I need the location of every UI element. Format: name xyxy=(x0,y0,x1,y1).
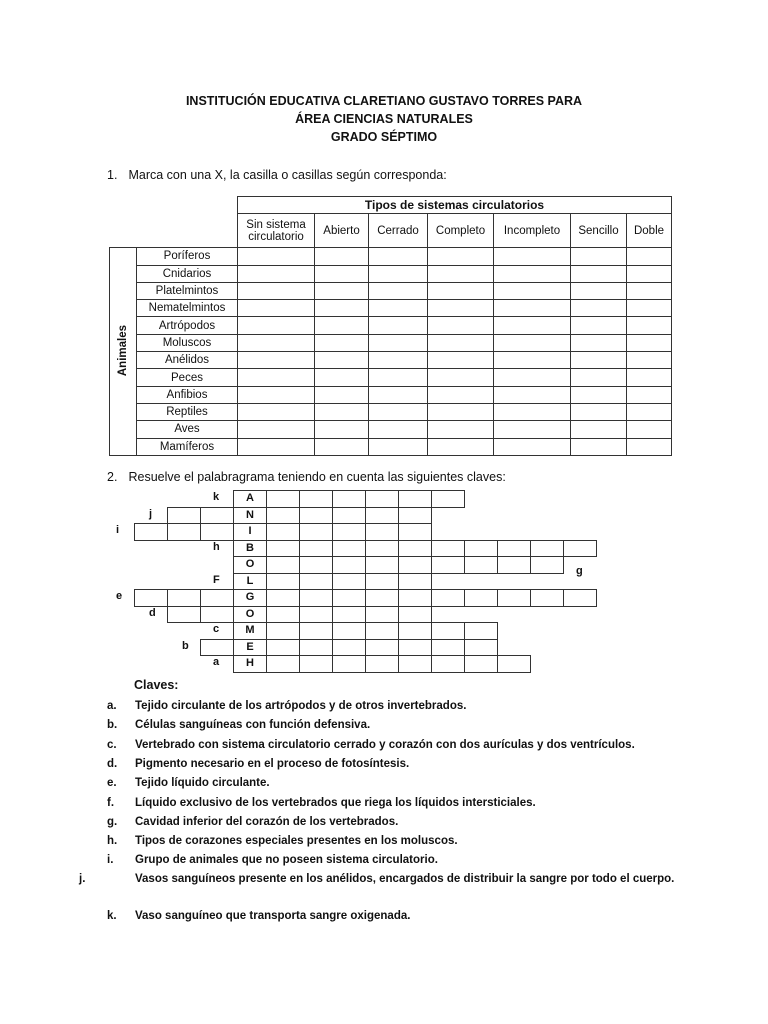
answer-cell[interactable] xyxy=(428,438,494,455)
puzzle-cell[interactable] xyxy=(332,622,366,640)
puzzle-row-label: e xyxy=(116,590,123,602)
answer-cell[interactable] xyxy=(238,403,315,420)
key-letter-cell[interactable]: O xyxy=(233,606,267,624)
answer-cell[interactable] xyxy=(627,421,672,438)
puzzle-cell[interactable] xyxy=(266,490,300,508)
puzzle-cell[interactable] xyxy=(266,507,300,525)
clue-letter: h. xyxy=(107,835,118,847)
answer-cell[interactable] xyxy=(428,421,494,438)
puzzle-cell[interactable] xyxy=(332,573,366,591)
puzzle-cell[interactable] xyxy=(266,523,300,541)
puzzle-cell[interactable] xyxy=(266,639,300,657)
answer-cell[interactable] xyxy=(494,300,571,317)
clue-text: Cavidad inferior del corazón de los vertebrados. xyxy=(135,816,399,828)
clue-item xyxy=(107,813,667,832)
answer-cell[interactable] xyxy=(494,265,571,282)
puzzle-cell[interactable] xyxy=(266,573,300,591)
row-group-label xyxy=(110,248,137,456)
answer-cell[interactable] xyxy=(315,300,369,317)
puzzle-row-label: b xyxy=(182,639,189,652)
clue-text: Vasos sanguíneos presente en los anélidos, encargados de distribuir la sangre por todo el cuerpo. xyxy=(135,873,675,885)
puzzle-cell[interactable] xyxy=(398,655,432,673)
key-letter-cell[interactable]: N xyxy=(233,507,267,525)
answer-cell[interactable] xyxy=(494,352,571,369)
puzzle-cell[interactable] xyxy=(266,556,300,574)
column-header: Cerrado xyxy=(369,214,428,248)
answer-cell[interactable] xyxy=(428,300,494,317)
question-2-number: 2. xyxy=(107,470,118,484)
answer-cell[interactable] xyxy=(369,317,428,334)
row-label: Cnidarios xyxy=(137,265,238,282)
answer-cell[interactable] xyxy=(627,265,672,282)
answer-cell[interactable] xyxy=(571,438,627,455)
puzzle-cell[interactable] xyxy=(365,573,399,591)
puzzle-cell[interactable] xyxy=(431,655,465,673)
puzzle-cell[interactable] xyxy=(398,606,432,624)
puzzle-cell[interactable] xyxy=(497,655,531,673)
clue-item xyxy=(107,851,667,870)
puzzle-cell[interactable] xyxy=(200,606,234,624)
question-1 xyxy=(107,168,447,182)
answer-cell[interactable] xyxy=(571,386,627,403)
answer-cell[interactable] xyxy=(315,265,369,282)
clue-text: Células sanguíneas con función defensiva. xyxy=(135,719,371,731)
puzzle-cell[interactable] xyxy=(332,606,366,624)
table-row xyxy=(110,438,672,455)
clue-item xyxy=(107,736,667,755)
answer-cell[interactable] xyxy=(494,386,571,403)
puzzle-cell[interactable] xyxy=(563,540,597,558)
puzzle-cell[interactable] xyxy=(299,655,333,673)
answer-cell[interactable] xyxy=(428,317,494,334)
table-row xyxy=(110,352,672,369)
answer-cell[interactable] xyxy=(369,369,428,386)
answer-cell[interactable] xyxy=(627,369,672,386)
puzzle-cell[interactable] xyxy=(497,589,531,607)
answer-cell[interactable] xyxy=(571,369,627,386)
answer-cell[interactable] xyxy=(428,352,494,369)
clue-letter: c. xyxy=(107,739,117,751)
answer-cell[interactable] xyxy=(238,317,315,334)
puzzle-cell[interactable] xyxy=(497,556,531,574)
key-letter-cell[interactable]: M xyxy=(233,622,267,640)
answer-cell[interactable] xyxy=(315,282,369,299)
table-row xyxy=(110,282,672,299)
puzzle-cell[interactable] xyxy=(332,490,366,508)
puzzle-cell[interactable] xyxy=(431,589,465,607)
row-label: Peces xyxy=(137,369,238,386)
clue-letter: f. xyxy=(107,797,115,809)
puzzle-row-label: i xyxy=(116,524,120,536)
answer-cell[interactable] xyxy=(315,438,369,455)
puzzle-cell[interactable] xyxy=(299,556,333,574)
answer-cell[interactable] xyxy=(627,403,672,420)
answer-cell[interactable] xyxy=(238,352,315,369)
row-label: Anélidos xyxy=(137,352,238,369)
table-row xyxy=(110,386,672,403)
answer-cell[interactable] xyxy=(494,403,571,420)
puzzle-cell[interactable] xyxy=(365,556,399,574)
key-letter-cell[interactable]: O xyxy=(233,556,267,574)
clue-item xyxy=(107,697,667,716)
key-letter-cell[interactable]: L xyxy=(233,573,267,591)
answer-cell[interactable] xyxy=(494,317,571,334)
clue-letter: j. xyxy=(79,873,86,885)
puzzle-cell[interactable] xyxy=(530,540,564,558)
answer-cell[interactable] xyxy=(369,352,428,369)
answer-cell[interactable] xyxy=(494,334,571,351)
puzzle-cell[interactable] xyxy=(167,606,201,624)
table-row xyxy=(110,265,672,282)
puzzle-cell[interactable] xyxy=(200,589,234,607)
table-row xyxy=(110,300,672,317)
answer-cell[interactable] xyxy=(494,438,571,455)
puzzle-cell[interactable] xyxy=(464,589,498,607)
puzzle-cell[interactable] xyxy=(332,523,366,541)
puzzle-cell[interactable] xyxy=(332,507,366,525)
clue-text: Vaso sanguíneo que transporta sangre oxigenada. xyxy=(135,910,411,922)
answer-cell[interactable] xyxy=(315,248,369,265)
row-label: Poríferos xyxy=(137,248,238,265)
clue-letter: e. xyxy=(107,777,117,789)
clue-letter: g. xyxy=(107,816,118,828)
answer-cell[interactable] xyxy=(369,421,428,438)
puzzle-cell[interactable] xyxy=(398,523,432,541)
answer-cell[interactable] xyxy=(315,352,369,369)
clue-text: Pigmento necesario en el proceso de fotosíntesis. xyxy=(135,758,410,770)
table-group-header: Tipos de sistemas circulatorios xyxy=(238,197,672,214)
puzzle-row-label-g: g xyxy=(576,565,583,577)
puzzle-cell[interactable] xyxy=(266,540,300,558)
clues-title: Claves: xyxy=(134,678,179,692)
answer-cell[interactable] xyxy=(238,265,315,282)
answer-cell[interactable] xyxy=(238,282,315,299)
row-label: Reptiles xyxy=(137,403,238,420)
puzzle-cell[interactable] xyxy=(332,655,366,673)
row-label: Artrópodos xyxy=(137,317,238,334)
answer-cell[interactable] xyxy=(627,300,672,317)
puzzle-cell[interactable] xyxy=(398,589,432,607)
puzzle-cell[interactable] xyxy=(398,556,432,574)
question-1-number: 1. xyxy=(107,168,118,182)
column-header: Doble xyxy=(627,214,672,248)
answer-cell[interactable] xyxy=(315,386,369,403)
answer-cell[interactable] xyxy=(369,265,428,282)
area-name: ÁREA CIENCIAS NATURALES xyxy=(295,112,473,126)
key-letter-cell[interactable]: G xyxy=(233,589,267,607)
puzzle-cell[interactable] xyxy=(299,606,333,624)
puzzle-row-label: a xyxy=(213,656,220,668)
puzzle-cell[interactable] xyxy=(332,556,366,574)
key-letter-cell[interactable]: B xyxy=(233,540,267,558)
clue-item xyxy=(107,716,667,735)
answer-cell[interactable] xyxy=(315,317,369,334)
answer-cell[interactable] xyxy=(571,352,627,369)
row-label: Nematelmintos xyxy=(137,300,238,317)
puzzle-cell[interactable] xyxy=(365,523,399,541)
table-row xyxy=(110,334,672,351)
puzzle-cell[interactable] xyxy=(464,556,498,574)
puzzle-cell[interactable] xyxy=(365,589,399,607)
puzzle-cell[interactable] xyxy=(167,507,201,525)
clue-item xyxy=(107,907,667,926)
puzzle-cell[interactable] xyxy=(299,523,333,541)
answer-cell[interactable] xyxy=(571,317,627,334)
puzzle-cell[interactable] xyxy=(431,490,465,508)
answer-cell[interactable] xyxy=(494,421,571,438)
puzzle-cell[interactable] xyxy=(200,507,234,525)
puzzle-cell[interactable] xyxy=(167,589,201,607)
puzzle-cell[interactable] xyxy=(431,556,465,574)
answer-cell[interactable] xyxy=(571,248,627,265)
puzzle-cell[interactable] xyxy=(266,622,300,640)
puzzle-cell[interactable] xyxy=(431,639,465,657)
table-row xyxy=(110,248,672,265)
puzzle-cell[interactable] xyxy=(266,589,300,607)
answer-cell[interactable] xyxy=(428,282,494,299)
row-label: Moluscos xyxy=(137,334,238,351)
puzzle-row-label: k xyxy=(213,491,220,503)
puzzle-cell[interactable] xyxy=(332,589,366,607)
answer-cell[interactable] xyxy=(627,438,672,455)
answer-cell[interactable] xyxy=(315,369,369,386)
puzzle-row-label: c xyxy=(213,623,220,635)
row-label: Aves xyxy=(137,421,238,438)
puzzle-cell[interactable] xyxy=(563,589,597,607)
answer-cell[interactable] xyxy=(238,421,315,438)
puzzle-cell[interactable] xyxy=(134,589,168,607)
answer-cell[interactable] xyxy=(238,248,315,265)
puzzle-cell[interactable] xyxy=(200,639,234,657)
puzzle-cell[interactable] xyxy=(365,639,399,657)
puzzle-cell[interactable] xyxy=(200,523,234,541)
key-letter-cell[interactable]: I xyxy=(233,523,267,541)
answer-cell[interactable] xyxy=(428,334,494,351)
puzzle-cell[interactable] xyxy=(398,490,432,508)
puzzle-cell[interactable] xyxy=(365,507,399,525)
answer-cell[interactable] xyxy=(571,265,627,282)
table-row xyxy=(110,369,672,386)
key-letter-cell[interactable]: H xyxy=(233,655,267,673)
answer-cell[interactable] xyxy=(428,386,494,403)
table-row xyxy=(110,403,672,420)
answer-cell[interactable] xyxy=(571,300,627,317)
puzzle-row-label: h xyxy=(213,540,220,553)
answer-cell[interactable] xyxy=(428,265,494,282)
clue-text: Grupo de animales que no poseen sistema circulatorio. xyxy=(135,854,438,866)
column-header: Completo xyxy=(428,214,494,248)
answer-cell[interactable] xyxy=(369,403,428,420)
clue-letter: a. xyxy=(107,700,117,712)
puzzle-row-label: j xyxy=(149,507,153,520)
answer-cell[interactable] xyxy=(428,248,494,265)
puzzle-cell[interactable] xyxy=(365,606,399,624)
clue-item xyxy=(107,832,667,851)
key-letter-cell[interactable]: E xyxy=(233,639,267,657)
puzzle-cell[interactable] xyxy=(431,622,465,640)
answer-cell[interactable] xyxy=(315,421,369,438)
puzzle-cell[interactable] xyxy=(464,655,498,673)
answer-cell[interactable] xyxy=(369,438,428,455)
clue-item xyxy=(107,794,667,813)
puzzle-cell[interactable] xyxy=(365,540,399,558)
clue-item xyxy=(107,755,667,774)
puzzle-cell[interactable] xyxy=(299,573,333,591)
puzzle-cell[interactable] xyxy=(332,639,366,657)
clue-item xyxy=(107,774,667,793)
answer-cell[interactable] xyxy=(627,386,672,403)
puzzle-cell[interactable] xyxy=(299,639,333,657)
circulatory-systems-table xyxy=(109,196,672,456)
answer-cell[interactable] xyxy=(238,334,315,351)
puzzle-cell[interactable] xyxy=(398,507,432,525)
puzzle-cell[interactable] xyxy=(464,622,498,640)
answer-cell[interactable] xyxy=(428,403,494,420)
answer-cell[interactable] xyxy=(369,282,428,299)
column-header: Incompleto xyxy=(494,214,571,248)
clue-letter: k. xyxy=(107,910,117,922)
puzzle-cell[interactable] xyxy=(398,622,432,640)
answer-cell[interactable] xyxy=(369,248,428,265)
key-letter-cell[interactable]: A xyxy=(233,490,267,508)
answer-cell[interactable] xyxy=(571,421,627,438)
puzzle-cell[interactable] xyxy=(299,622,333,640)
row-label: Anfibios xyxy=(137,386,238,403)
table-row xyxy=(110,421,672,438)
answer-cell[interactable] xyxy=(627,248,672,265)
row-group-text: Animales xyxy=(117,324,129,376)
puzzle-cell[interactable] xyxy=(398,573,432,591)
answer-cell[interactable] xyxy=(428,369,494,386)
clue-letter: d. xyxy=(107,758,118,770)
puzzle-cell[interactable] xyxy=(266,606,300,624)
answer-cell[interactable] xyxy=(571,282,627,299)
column-header: Abierto xyxy=(315,214,369,248)
answer-cell[interactable] xyxy=(494,248,571,265)
puzzle-cell[interactable] xyxy=(497,540,531,558)
answer-cell[interactable] xyxy=(627,334,672,351)
answer-cell[interactable] xyxy=(627,317,672,334)
puzzle-cell[interactable] xyxy=(398,540,432,558)
answer-cell[interactable] xyxy=(315,403,369,420)
puzzle-cell[interactable] xyxy=(266,655,300,673)
puzzle-cell[interactable] xyxy=(530,556,564,574)
answer-cell[interactable] xyxy=(494,369,571,386)
row-label: Mamíferos xyxy=(137,438,238,455)
school-name: INSTITUCIÓN EDUCATIVA CLARETIANO GUSTAVO TORRES PARA xyxy=(185,94,583,108)
clue-text: Tejido circulante de los artrópodos y de otros invertebrados. xyxy=(135,700,467,712)
clue-letter: b. xyxy=(107,719,118,731)
answer-cell[interactable] xyxy=(238,438,315,455)
answer-cell[interactable] xyxy=(238,386,315,403)
answer-cell[interactable] xyxy=(627,352,672,369)
puzzle-cell[interactable] xyxy=(299,540,333,558)
answer-cell[interactable] xyxy=(369,334,428,351)
puzzle-cell[interactable] xyxy=(431,540,465,558)
answer-cell[interactable] xyxy=(571,334,627,351)
answer-cell[interactable] xyxy=(315,334,369,351)
puzzle-cell[interactable] xyxy=(365,622,399,640)
clue-text: Tipos de corazones especiales presentes en los moluscos. xyxy=(135,835,458,847)
clue-item xyxy=(79,870,675,889)
puzzle-cell[interactable] xyxy=(299,507,333,525)
question-2-text: Resuelve el palabragrama teniendo en cuenta las siguientes claves: xyxy=(128,470,506,484)
puzzle-cell[interactable] xyxy=(299,490,333,508)
puzzle-cell[interactable] xyxy=(134,523,168,541)
column-header: Sencillo xyxy=(571,214,627,248)
puzzle-cell[interactable] xyxy=(365,655,399,673)
clue-text: Líquido exclusivo de los vertebrados que riega los líquidos intersticiales. xyxy=(135,797,536,809)
answer-cell[interactable] xyxy=(627,282,672,299)
row-label: Platelmintos xyxy=(137,282,238,299)
puzzle-cell[interactable] xyxy=(464,540,498,558)
table-row xyxy=(110,317,672,334)
clue-text: Tejido líquido circulante. xyxy=(135,777,270,789)
puzzle-row-label: F xyxy=(213,573,220,586)
puzzle-cell[interactable] xyxy=(365,490,399,508)
answer-cell[interactable] xyxy=(238,300,315,317)
question-1-text: Marca con una X, la casilla o casillas según corresponda: xyxy=(128,168,447,182)
column-header: Sin sistema circulatorio xyxy=(238,214,315,248)
puzzle-cell[interactable] xyxy=(332,540,366,558)
puzzle-cell[interactable] xyxy=(464,639,498,657)
question-2 xyxy=(107,470,506,484)
puzzle-cell[interactable] xyxy=(398,639,432,657)
grade-name: GRADO SÉPTIMO xyxy=(330,130,438,144)
puzzle-cell[interactable] xyxy=(299,589,333,607)
clue-letter: i. xyxy=(107,854,114,866)
answer-cell[interactable] xyxy=(494,282,571,299)
puzzle-cell[interactable] xyxy=(167,523,201,541)
answer-cell[interactable] xyxy=(369,300,428,317)
clue-text: Vertebrado con sistema circulatorio cerrado y corazón con dos aurículas y dos ventrículos. xyxy=(135,739,635,751)
answer-cell[interactable] xyxy=(571,403,627,420)
answer-cell[interactable] xyxy=(238,369,315,386)
puzzle-row-label: d xyxy=(149,606,156,619)
puzzle-cell[interactable] xyxy=(530,589,564,607)
answer-cell[interactable] xyxy=(369,386,428,403)
